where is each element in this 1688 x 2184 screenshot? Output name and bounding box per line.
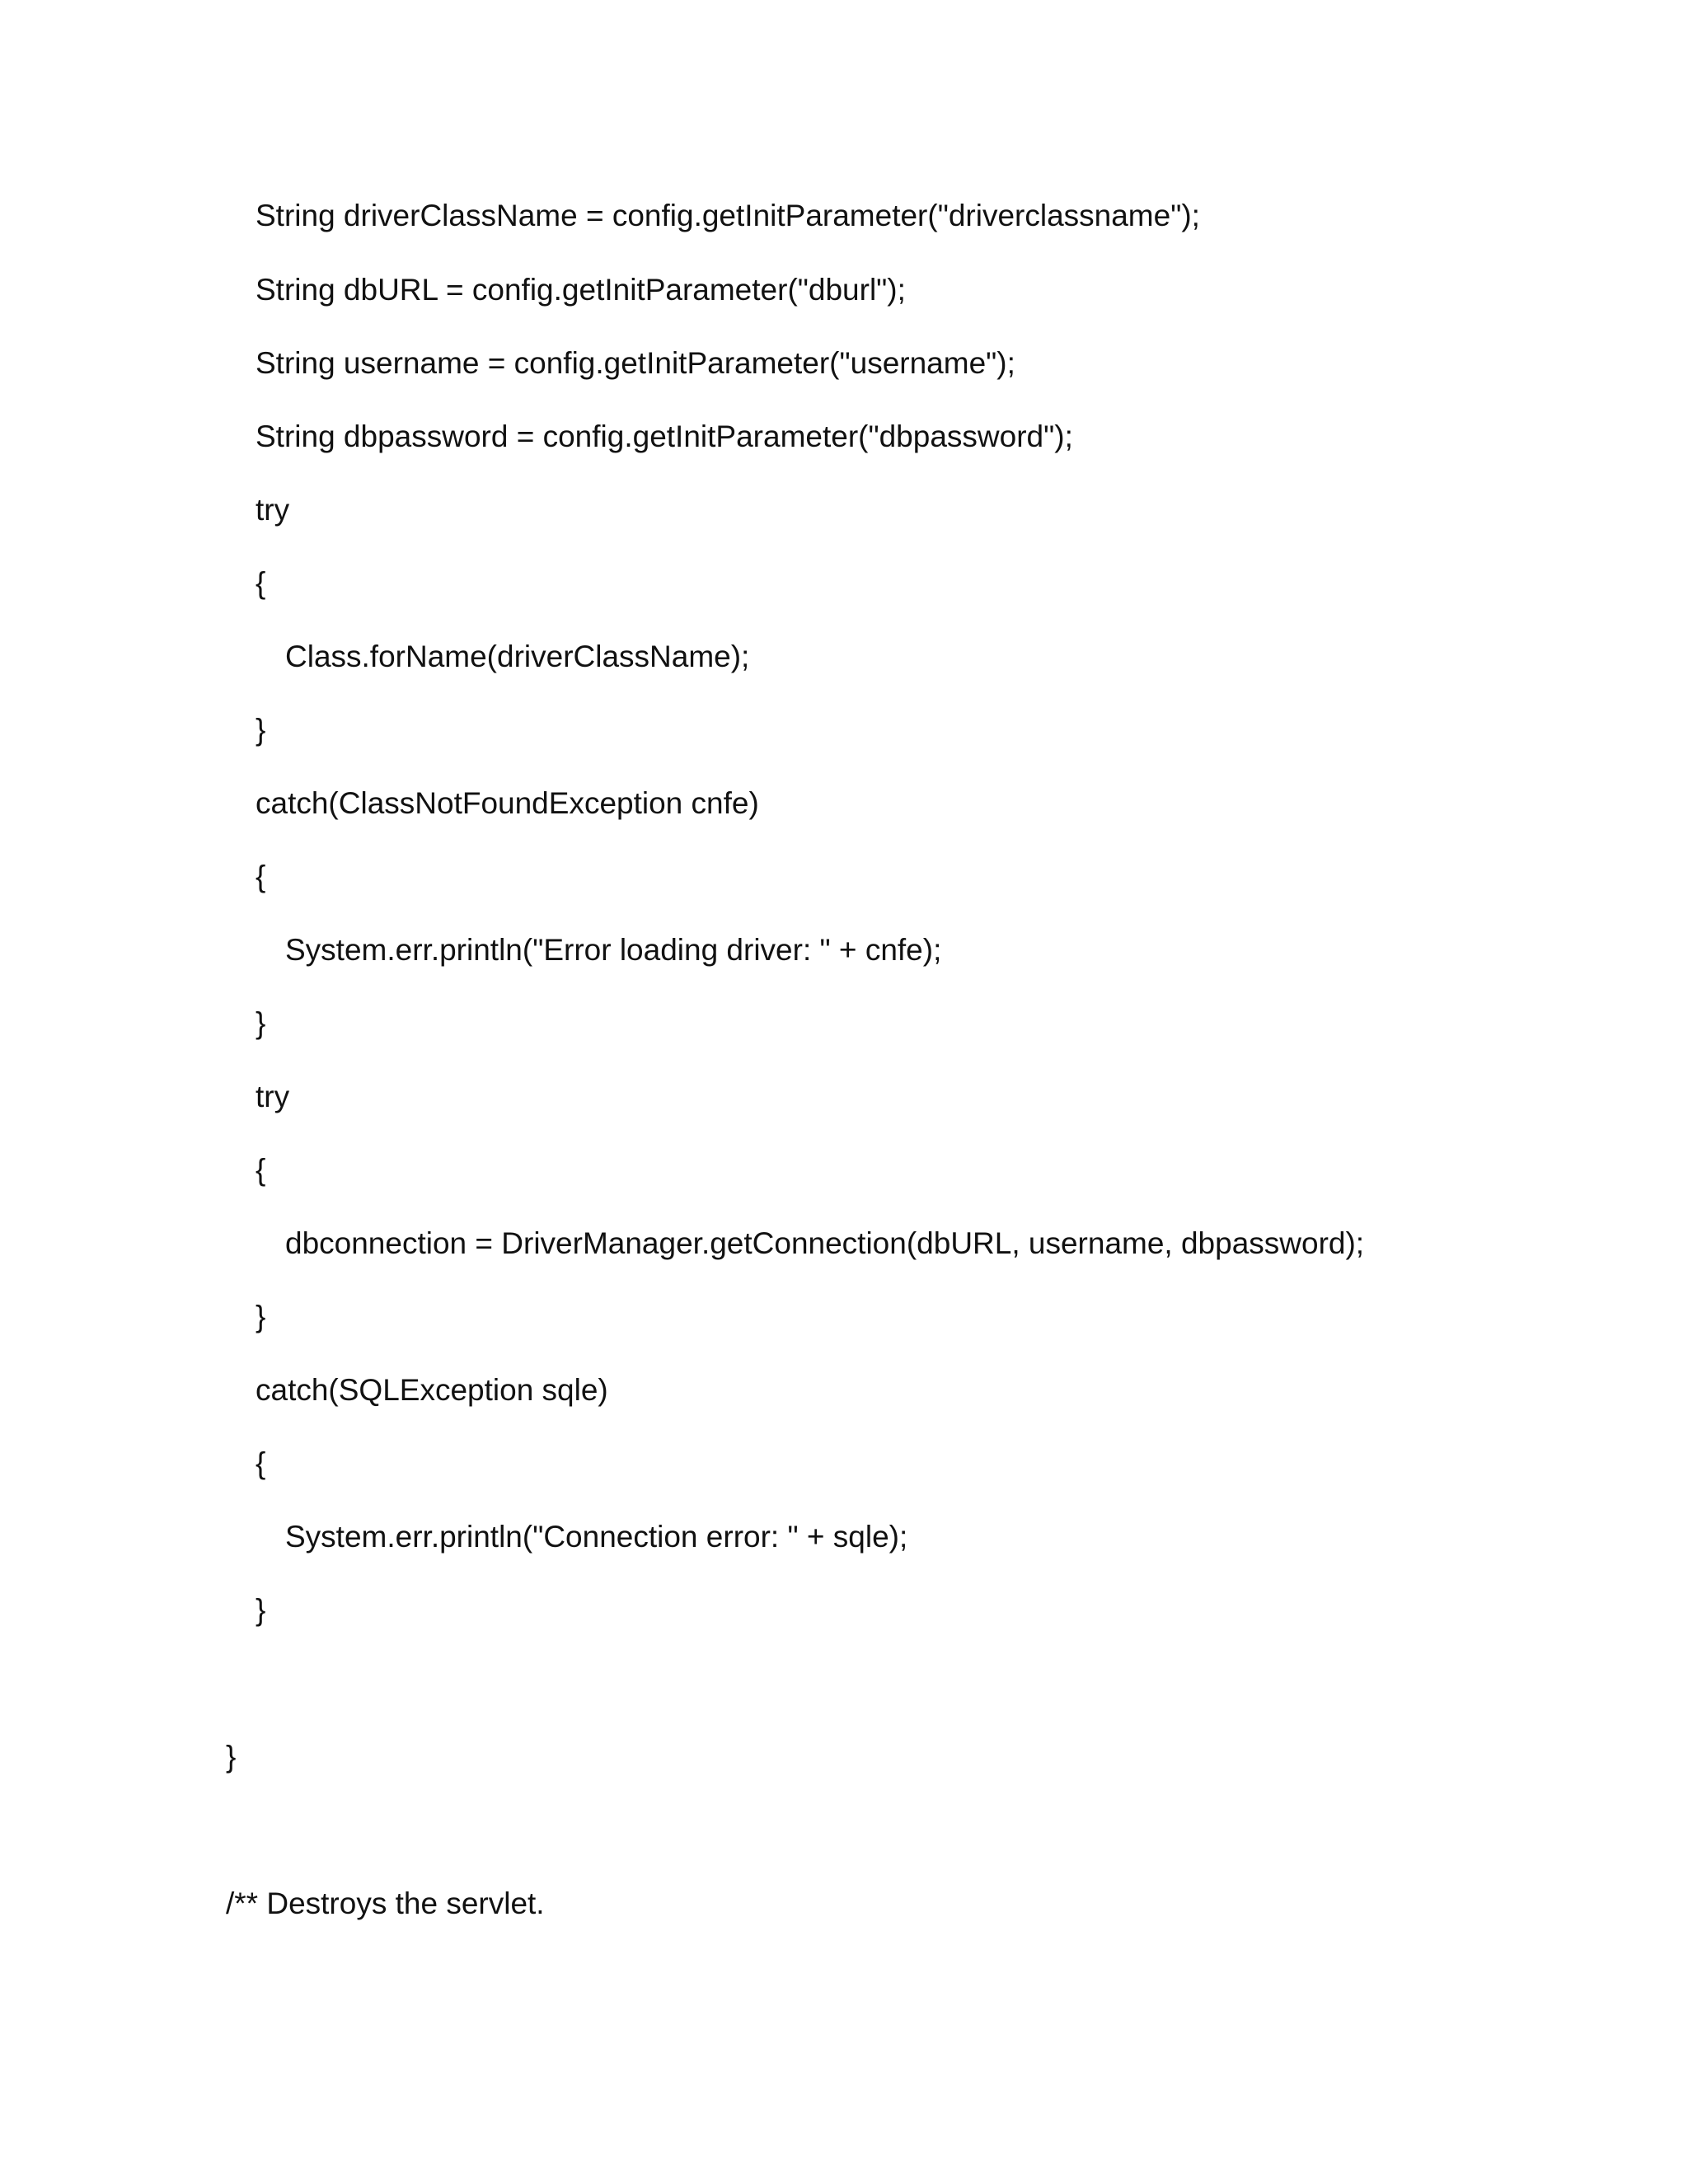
code-line: try xyxy=(256,1080,290,1113)
code-line: { xyxy=(256,1446,266,1480)
code-line: } xyxy=(256,1593,266,1627)
code-line: catch(SQLException sqle) xyxy=(256,1373,608,1407)
code-line: { xyxy=(256,1153,266,1187)
code-line: } xyxy=(256,1300,266,1333)
code-line: Class.forName(driverClassName); xyxy=(285,640,750,673)
code-line: String driverClassName = config.getInitParameter("driverclassname"); xyxy=(256,199,1200,232)
code-line: System.err.println("Error loading driver: " + cnfe); xyxy=(285,933,942,967)
code-line: dbconnection = DriverManager.getConnection(dbURL, username, dbpassword); xyxy=(285,1226,1365,1260)
code-line: String dbURL = config.getInitParameter("dburl"); xyxy=(256,273,906,307)
code-line: } xyxy=(256,1006,266,1040)
code-line: String dbpassword = config.getInitParameter("dbpassword"); xyxy=(256,419,1073,453)
code-line: { xyxy=(256,860,266,893)
code-line: { xyxy=(256,566,266,600)
code-line: String username = config.getInitParameter("username"); xyxy=(256,346,1015,380)
code-line: try xyxy=(256,493,290,527)
code-line: /** Destroys the servlet. xyxy=(226,1886,545,1920)
code-line: } xyxy=(226,1740,237,1774)
code-line: catch(ClassNotFoundException cnfe) xyxy=(256,786,759,820)
code-line: } xyxy=(256,713,266,747)
code-line: System.err.println("Connection error: " + sqle); xyxy=(285,1520,908,1554)
